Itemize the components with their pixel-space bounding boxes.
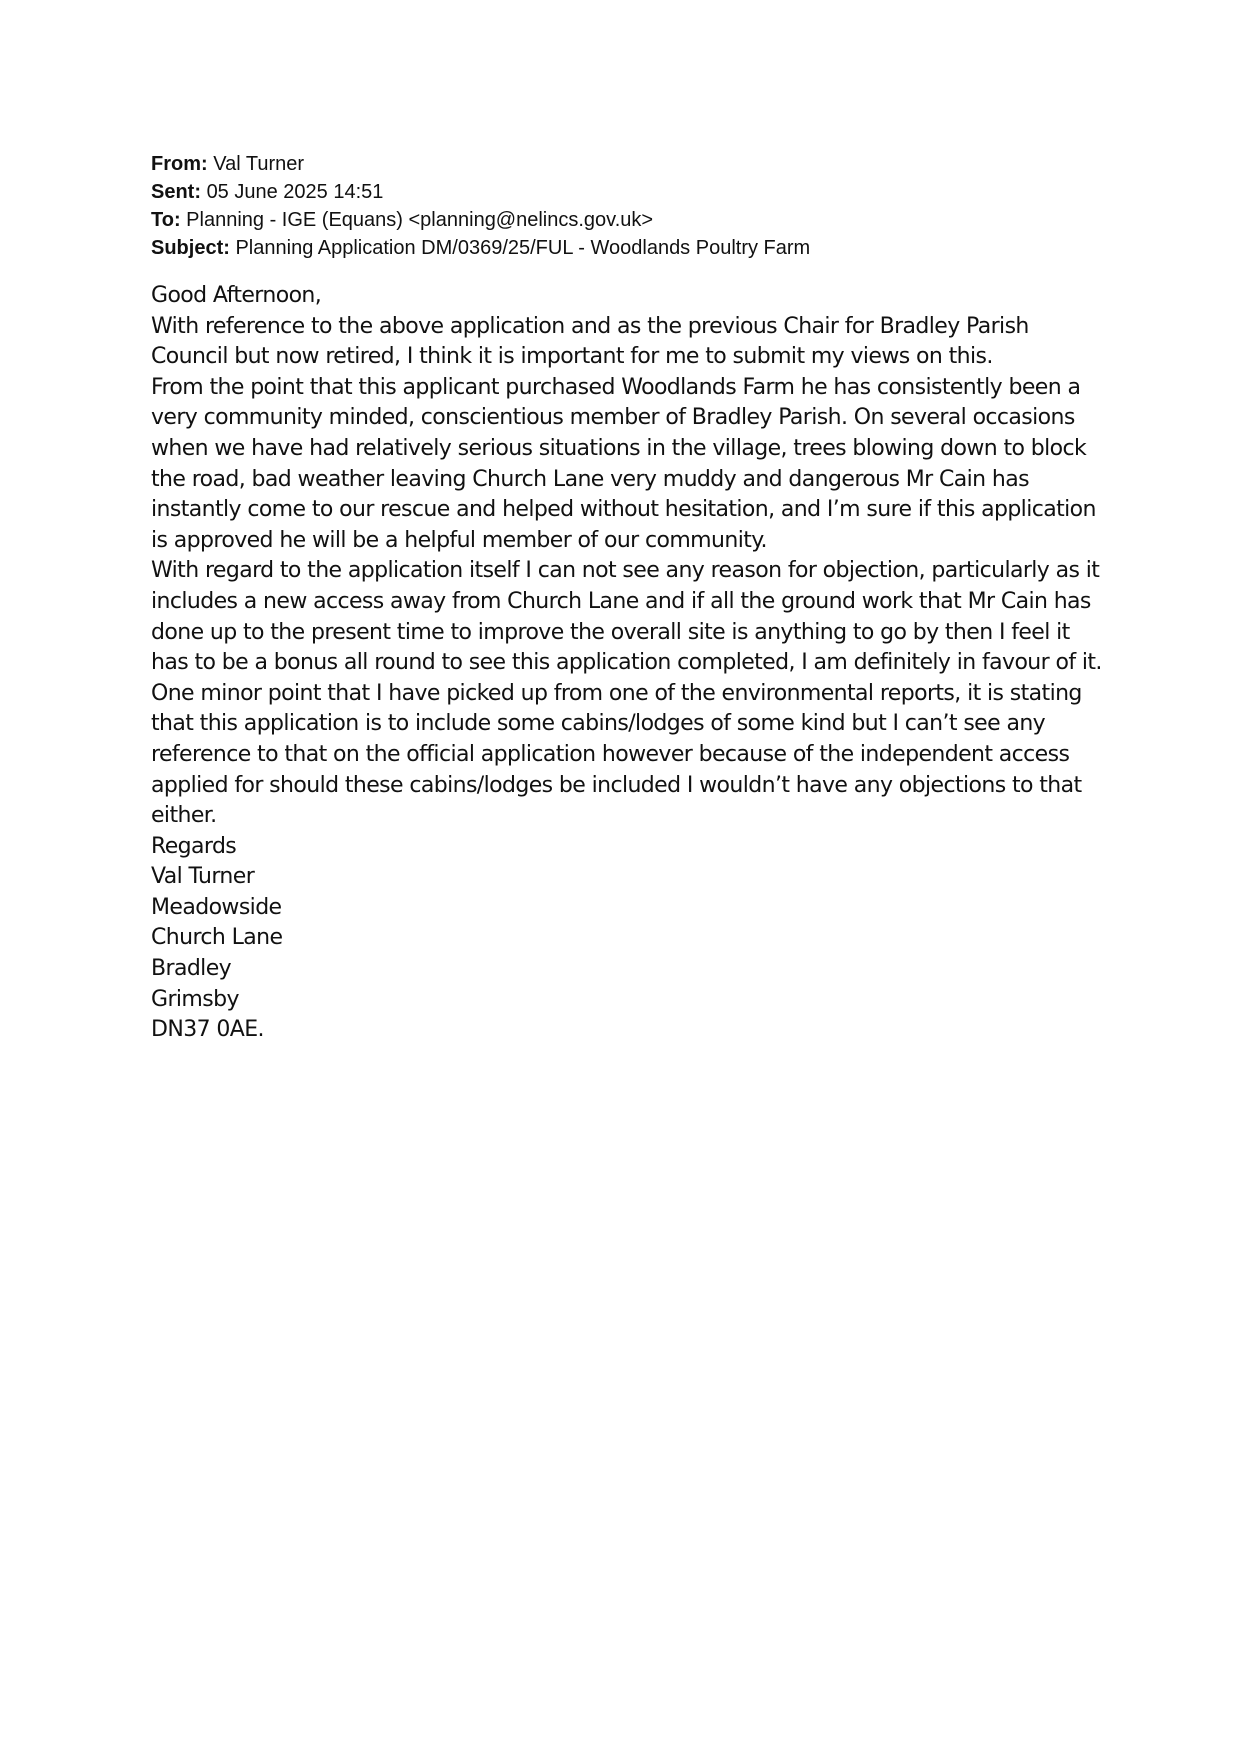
sent-row bbox=[151, 178, 1111, 206]
subject-row bbox=[151, 234, 1111, 262]
subject-value: Planning Application DM/0369/25/FUL - Woodlands Poultry Farm bbox=[235, 237, 811, 259]
subject-label: Subject: bbox=[151, 237, 230, 259]
address-line: DN37 0AE. bbox=[151, 1017, 264, 1043]
email-document bbox=[151, 150, 1111, 1046]
sent-label: Sent: bbox=[151, 181, 201, 203]
address-line: Bradley bbox=[151, 956, 232, 982]
email-header bbox=[151, 150, 1111, 262]
to-label: To: bbox=[151, 209, 181, 231]
from-row bbox=[151, 150, 1111, 178]
body-paragraph: One minor point that I have picked up from one of the environmental reports, it is stating that this application is to include some cabins/lodges of some kind but I can’t see any reference to that on the official application however because of the independent access applied for should these cabins/lodges be included I wouldn’t have any objections to that either. bbox=[151, 680, 1082, 829]
body-paragraph: From the point that this applicant purchased Woodlands Farm he has consistently been a very community minded, conscientious member of Bradley Parish. On several occasions when we have had relatively serious situations in the village, trees blowing down to block the road, bad weather leaving Church Lane very muddy and dangerous Mr Cain has instantly come to our rescue and helped without hesitation, and I’m sure if this application is approved he will be a helpful member of our community. bbox=[151, 374, 1096, 553]
from-label: From: bbox=[151, 153, 208, 175]
body-paragraph: With reference to the above application and as the previous Chair for Bradley Parish Council but now retired, I think it is important for me to submit my views on this. bbox=[151, 313, 1029, 370]
sent-value: 05 June 2025 14:51 bbox=[206, 181, 384, 203]
address-line: Grimsby bbox=[151, 986, 239, 1012]
email-body bbox=[151, 281, 1111, 1046]
to-value: Planning - IGE (Equans) <planning@nelincs.gov.uk> bbox=[186, 209, 654, 231]
from-value: Val Turner bbox=[213, 153, 305, 175]
greeting: Good Afternoon, bbox=[151, 283, 322, 308]
address-line: Church Lane bbox=[151, 925, 283, 951]
to-row bbox=[151, 206, 1111, 234]
body-paragraph: With regard to the application itself I can not see any reason for objection, particularly as it includes a new access away from Church Lane and if all the ground work that Mr Cain has done up to the present time to improve the overall site is anything to go by then I feel it has to be a bonus all round to see this application completed, I am definitely in favour of it. bbox=[151, 558, 1102, 676]
signature-name: Val Turner bbox=[151, 864, 255, 890]
address-line: Meadowside bbox=[151, 894, 282, 920]
closing: Regards bbox=[151, 833, 237, 859]
